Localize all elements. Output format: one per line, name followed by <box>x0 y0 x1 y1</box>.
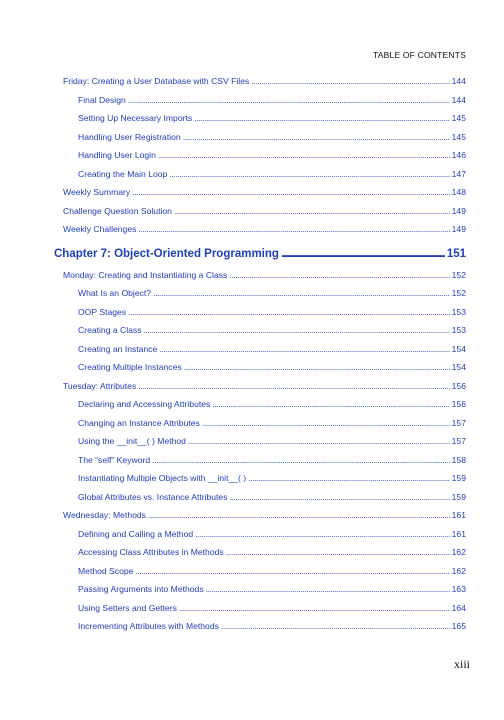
dot-leader <box>184 358 450 377</box>
dot-leader <box>251 72 449 91</box>
toc-entry-title: Creating an Instance <box>78 343 158 354</box>
running-header: TABLE OF CONTENTS <box>373 50 466 60</box>
toc-entry-link[interactable] <box>54 377 466 396</box>
toc-entry-title: Handling User Login <box>78 150 156 160</box>
toc-entry-page: 152 <box>451 269 466 280</box>
toc-entry-title: Chapter 7: Object-Oriented Programming <box>54 247 279 260</box>
toc-entry-title: Final Design <box>78 94 126 105</box>
toc-entry-link[interactable] <box>54 266 466 285</box>
dot-leader <box>135 562 449 581</box>
toc-entry-link[interactable] <box>54 580 466 599</box>
toc-entry-title: Changing an Instance Attributes <box>78 417 200 428</box>
toc-entry-title: Monday: Creating and Instantiating a Class <box>63 269 228 280</box>
toc-entry-link[interactable] <box>54 165 466 184</box>
toc-entry-title: Wednesday: Methods <box>63 510 146 520</box>
toc-entry-title: Defining and Calling a Method <box>78 528 194 539</box>
toc-entry-title: Declaring and Accessing Attributes <box>78 399 211 409</box>
toc-entry-link[interactable] <box>54 414 466 433</box>
toc-entry-title: Incrementing Attributes with Methods <box>78 621 219 631</box>
dot-leader <box>212 395 449 414</box>
toc-entry-page: 158 <box>451 454 466 465</box>
dot-leader <box>188 432 450 451</box>
toc-entry-link[interactable] <box>54 128 466 147</box>
toc-entry-link[interactable] <box>54 525 466 544</box>
dot-leader <box>128 303 450 322</box>
toc-entry-page: 145 <box>451 113 466 123</box>
toc-entry-page: 162 <box>451 565 466 576</box>
toc-entry-page: 159 <box>451 473 466 483</box>
dot-leader <box>230 488 450 507</box>
toc-entry-link[interactable] <box>54 72 466 91</box>
toc-entry-link[interactable] <box>54 146 466 165</box>
page-number: xiii <box>453 657 470 671</box>
dot-leader <box>194 109 450 128</box>
dot-leader <box>132 183 449 202</box>
dot-leader <box>183 128 450 147</box>
toc-entry-page: 149 <box>451 205 466 216</box>
dot-leader <box>281 243 445 265</box>
toc-entry-page: 154 <box>451 362 466 372</box>
toc-entry-page: 156 <box>451 399 466 409</box>
toc-entry-title: Weekly Challenges <box>63 224 137 234</box>
toc-entry-page: 145 <box>451 131 466 142</box>
dot-leader <box>248 469 450 488</box>
dot-leader <box>159 340 449 359</box>
toc-entry-title: Using Setters and Getters <box>78 602 177 613</box>
toc-entry-link[interactable] <box>54 543 466 562</box>
toc-entry-link[interactable] <box>54 321 466 340</box>
toc-entry-title: The “self” Keyword <box>78 454 151 465</box>
toc-entry-page: 157 <box>451 436 466 446</box>
toc-entry-link[interactable] <box>54 183 466 202</box>
toc-entry-page: 165 <box>451 621 466 631</box>
toc-entry-link[interactable] <box>54 284 466 303</box>
toc-entry-page: 161 <box>451 528 466 539</box>
dot-leader <box>153 284 450 303</box>
toc-entry-page: 149 <box>451 224 466 234</box>
toc-entry-link[interactable] <box>54 202 466 221</box>
dot-leader <box>229 266 449 285</box>
dot-leader <box>221 617 450 636</box>
toc-entry-page: 157 <box>451 417 466 428</box>
toc-entry-link[interactable] <box>54 220 466 239</box>
toc-entry-title: Method Scope <box>78 565 134 576</box>
toc-entry-link[interactable] <box>54 358 466 377</box>
dot-leader <box>138 377 449 396</box>
toc-entry-link[interactable] <box>54 109 466 128</box>
toc-entry-page: 144 <box>451 94 466 105</box>
toc-entry-title: Using the __init__( ) Method <box>78 436 186 446</box>
dot-leader <box>144 321 450 340</box>
toc-entry-page: 151 <box>446 247 466 260</box>
toc-entry-page: 147 <box>451 168 466 179</box>
toc-entry-title: Accessing Class Attributes in Methods <box>78 547 224 557</box>
dot-leader <box>226 543 450 562</box>
toc-entry-page: 156 <box>451 380 466 391</box>
dot-leader <box>152 451 450 470</box>
toc-entry-page: 154 <box>451 343 466 354</box>
toc-entry-link[interactable] <box>54 562 466 581</box>
dot-leader <box>138 220 449 239</box>
toc-entry-title: OOP Stages <box>78 306 127 317</box>
toc-entry-link[interactable] <box>54 432 466 451</box>
toc-entry-page: 162 <box>451 547 466 557</box>
toc-entry-title: Tuesday: Attributes <box>63 380 137 391</box>
toc-entry-link[interactable] <box>54 451 466 470</box>
toc-entry-title: Creating a Class <box>78 325 142 335</box>
dot-leader <box>206 580 450 599</box>
toc-entry-page: 153 <box>451 325 466 335</box>
dot-leader <box>202 414 450 433</box>
toc-entry-link[interactable] <box>54 506 466 525</box>
toc-entry-link[interactable] <box>54 303 466 322</box>
toc-entry-link[interactable] <box>54 469 466 488</box>
toc-entry-title: Global Attributes vs. Instance Attributes <box>78 491 228 502</box>
toc-entry-title: Instantiating Multiple Objects with __init__( ) <box>78 473 247 483</box>
toc-entry-link[interactable] <box>54 91 466 110</box>
toc-entry-link[interactable] <box>54 340 466 359</box>
toc-entry-page: 153 <box>451 306 466 317</box>
dot-leader <box>169 165 449 184</box>
toc-entry-title: Setting Up Necessary Imports <box>78 113 193 123</box>
toc-entry-page: 163 <box>451 584 466 594</box>
toc-entry-title: What Is an Object? <box>78 288 152 298</box>
toc-entry-page: 164 <box>451 602 466 613</box>
toc-entry-page: 161 <box>451 510 466 520</box>
toc-entry-title: Creating Multiple Instances <box>78 362 182 372</box>
table-of-contents <box>54 72 466 636</box>
dot-leader <box>195 525 450 544</box>
toc-entry-title: Friday: Creating a User Database with CSV Files <box>63 76 250 86</box>
toc-entry-link[interactable] <box>54 395 466 414</box>
toc-entry-link[interactable] <box>54 488 466 507</box>
dot-leader <box>179 599 450 618</box>
toc-entry-page: 152 <box>451 288 466 298</box>
toc-entry-page: 159 <box>451 491 466 502</box>
toc-entry-page: 146 <box>451 150 466 160</box>
toc-entry-title: Creating the Main Loop <box>78 168 168 179</box>
toc-entry-link[interactable] <box>54 599 466 618</box>
dot-leader <box>174 202 450 221</box>
dot-leader <box>148 506 450 525</box>
dot-leader <box>158 146 450 165</box>
toc-entry-page: 148 <box>451 187 466 197</box>
toc-entry-title: Passing Arguments into Methods <box>78 584 204 594</box>
toc-entry-title: Handling User Registration <box>78 131 181 142</box>
toc-entry-title: Challenge Question Solution <box>63 205 172 216</box>
toc-entry-page: 144 <box>451 76 466 86</box>
toc-entry-link[interactable] <box>54 617 466 636</box>
toc-entry-title: Weekly Summary <box>63 187 131 197</box>
toc-chapter-link[interactable] <box>54 243 466 265</box>
dot-leader <box>128 91 450 110</box>
